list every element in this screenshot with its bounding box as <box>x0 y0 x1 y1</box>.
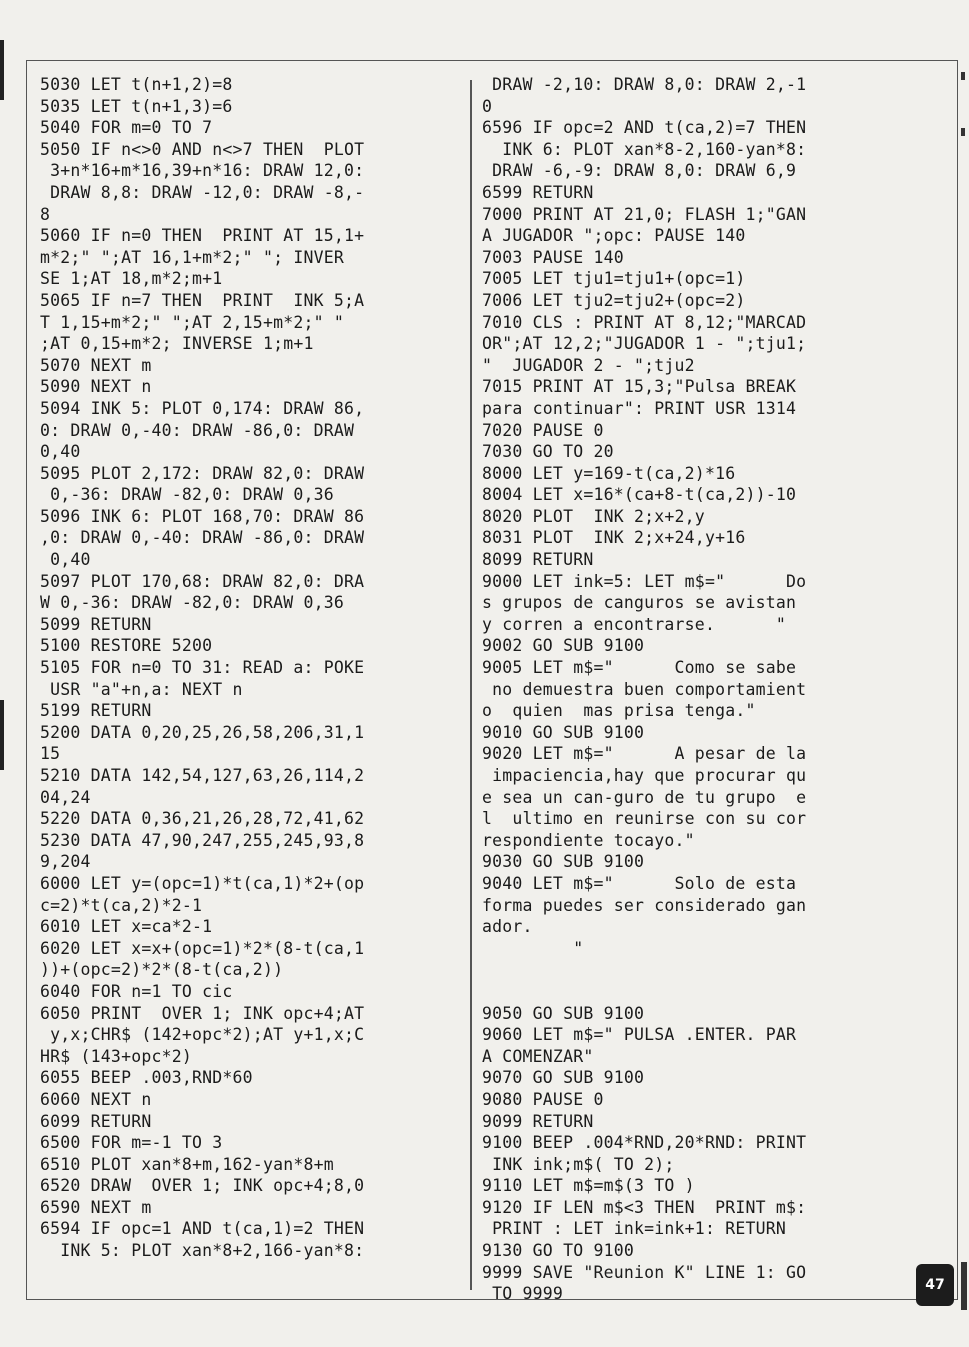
code-line: 6500 FOR m=-1 TO 3 <box>40 1133 223 1153</box>
code-line: ,0: DRAW 0,-40: DRAW -86,0: DRAW <box>40 528 365 548</box>
code-line <box>482 959 902 981</box>
code-line: PRINT : LET ink=ink+1: RETURN <box>482 1219 787 1239</box>
code-line: 6000 LET y=(opc=1)*t(ca,1)*2+(op <box>40 873 365 893</box>
code-line: 6055 BEEP .003,RND*60 <box>40 1068 253 1088</box>
code-line: " JUGADOR 2 - ";tju2 <box>482 355 695 375</box>
code-line: HR$ (143+opc*2) <box>40 1046 193 1066</box>
code-line: e sea un can-guro de tu grupo e <box>482 787 807 807</box>
code-line: 9005 LET m$=" Como se sabe <box>482 658 797 678</box>
code-line: 9100 BEEP .004*RND,20*RND: PRINT <box>482 1133 807 1153</box>
code-line: 0 <box>482 96 493 116</box>
code-line: 9080 PAUSE 0 <box>482 1089 604 1109</box>
code-line: 6599 RETURN <box>482 182 594 202</box>
code-line: ;AT 0,15+m*2; INVERSE 1;m+1 <box>40 334 314 354</box>
code-line: 6010 LET x=ca*2-1 <box>40 917 213 937</box>
code-line: " <box>482 938 584 958</box>
code-line: 5094 INK 5: PLOT 0,174: DRAW 86, <box>40 398 365 418</box>
code-line: 9050 GO SUB 9100 <box>482 1003 645 1023</box>
code-line: 5035 LET t(n+1,3)=6 <box>40 96 233 116</box>
code-line: y,x;CHR$ (142+opc*2);AT y+1,x;C <box>40 1025 365 1045</box>
code-line: 5230 DATA 47,90,247,255,245,93,8 <box>40 830 365 850</box>
code-line: 6596 IF opc=2 AND t(ca,2)=7 THEN <box>482 118 807 138</box>
code-line: 6050 PRINT OVER 1; INK opc+4;AT <box>40 1003 365 1023</box>
code-line: 9999 SAVE "Reunion K" LINE 1: GO <box>482 1262 807 1282</box>
code-line: 7030 GO TO 20 <box>482 442 614 462</box>
code-line: OR";AT 12,2;"JUGADOR 1 - ";tju1; <box>482 334 807 354</box>
code-line: 5199 RETURN <box>40 701 152 721</box>
code-line: 5097 PLOT 170,68: DRAW 82,0: DRA <box>40 571 365 591</box>
code-line: 5095 PLOT 2,172: DRAW 82,0: DRAW <box>40 463 365 483</box>
code-line: 15 <box>40 744 61 764</box>
page-number-badge: 47 <box>916 1264 954 1306</box>
code-line: 8 <box>40 204 51 224</box>
code-line: 7015 PRINT AT 15,3;"Pulsa BREAK <box>482 377 797 397</box>
code-line: 7005 LET tju1=tju1+(opc=1) <box>482 269 746 289</box>
code-line: 5065 IF n=7 THEN PRINT INK 5;A <box>40 290 365 310</box>
code-line: 8020 PLOT INK 2;x+2,y <box>482 506 705 526</box>
code-line: 9060 LET m$=" PULSA .ENTER. PAR <box>482 1025 797 1045</box>
code-line: 8031 PLOT INK 2;x+24,y+16 <box>482 528 746 548</box>
code-line: 5060 IF n=0 THEN PRINT AT 15,1+ <box>40 226 365 246</box>
code-line: 5210 DATA 142,54,127,63,26,114,2 <box>40 766 365 785</box>
code-line: 5040 FOR m=0 TO 7 <box>40 118 213 138</box>
code-line: 5200 DATA 0,20,25,26,58,206,31,1 <box>40 722 365 742</box>
code-line: 9130 GO TO 9100 <box>482 1241 635 1261</box>
code-line: 9070 GO SUB 9100 <box>482 1068 645 1088</box>
code-line: 0,40 <box>40 550 91 570</box>
code-column-right <box>482 74 902 1305</box>
code-line: 7006 LET tju2=tju2+(opc=2) <box>482 290 746 310</box>
code-line: y corren a encontrarse. " <box>482 614 787 634</box>
code-line: 5105 FOR n=0 TO 31: READ a: POKE <box>40 658 365 678</box>
code-line: 5050 IF n<>0 AND n<>7 THEN PLOT <box>40 139 365 159</box>
code-line: 9020 LET m$=" A pesar de la <box>482 744 807 764</box>
code-line: 5220 DATA 0,36,21,26,28,72,41,62 <box>40 809 365 829</box>
code-line: 9010 GO SUB 9100 <box>482 722 645 742</box>
code-line: 5099 RETURN <box>40 614 152 634</box>
code-line: DRAW -6,-9: DRAW 8,0: DRAW 6,9 <box>482 161 797 181</box>
code-line: no demuestra buen comportamient <box>482 679 807 699</box>
code-line: impaciencia,hay que procurar qu <box>482 766 807 785</box>
right-edge-strip <box>961 1262 967 1310</box>
left-edge-mark <box>0 700 4 770</box>
code-line: 5030 LET t(n+1,2)=8 <box>40 75 233 94</box>
column-divider <box>470 80 472 1290</box>
code-line: s grupos de canguros se avistan <box>482 593 797 613</box>
code-line: 7000 PRINT AT 21,0; FLASH 1;"GAN <box>482 204 807 224</box>
code-line: 0,-36: DRAW -82,0: DRAW 0,36 <box>40 485 334 505</box>
code-line: 5096 INK 6: PLOT 168,70: DRAW 86 <box>40 506 365 526</box>
code-column-left <box>40 74 460 1262</box>
code-line: INK 5: PLOT xan*8+2,166-yan*8: <box>40 1241 365 1261</box>
code-line: 5100 RESTORE 5200 <box>40 636 213 656</box>
code-line: 8099 RETURN <box>482 550 594 570</box>
code-line: 04,24 <box>40 787 91 807</box>
code-line: 0: DRAW 0,-40: DRAW -86,0: DRAW <box>40 420 355 440</box>
code-line: ador. <box>482 917 533 937</box>
code-line: 9110 LET m$=m$(3 TO ) <box>482 1176 695 1196</box>
code-line: 6520 DRAW OVER 1; INK opc+4;8,0 <box>40 1176 365 1196</box>
code-line: 8004 LET x=16*(ca+8-t(ca,2))-10 <box>482 485 797 505</box>
code-line: o quien mas prisa tenga." <box>482 701 756 721</box>
code-line: T 1,15+m*2;" ";AT 2,15+m*2;" " <box>40 312 345 332</box>
code-line: c=2)*t(ca,2)*2-1 <box>40 895 203 915</box>
code-line: 7010 CLS : PRINT AT 8,12;"MARCAD <box>482 312 807 332</box>
code-line: 5090 NEXT n <box>40 377 152 397</box>
code-line: l ultimo en reunirse con su cor <box>482 809 807 829</box>
code-line: 6040 FOR n=1 TO cic <box>40 981 233 1001</box>
code-line: SE 1;AT 18,m*2;m+1 <box>40 269 223 289</box>
code-line: USR "a"+n,a: NEXT n <box>40 679 243 699</box>
code-line: 6060 NEXT n <box>40 1089 152 1109</box>
code-line: respondiente tocayo." <box>482 830 695 850</box>
code-line: 5070 NEXT m <box>40 355 152 375</box>
code-line: A JUGADOR ";opc: PAUSE 140 <box>482 226 746 246</box>
code-line: para continuar": PRINT USR 1314 <box>482 398 797 418</box>
code-line: 6594 IF opc=1 AND t(ca,1)=2 THEN <box>40 1219 365 1239</box>
code-line: 9040 LET m$=" Solo de esta <box>482 873 797 893</box>
code-line: W 0,-36: DRAW -82,0: DRAW 0,36 <box>40 593 345 613</box>
code-line: DRAW -2,10: DRAW 8,0: DRAW 2,-1 <box>482 75 807 94</box>
code-line: A COMENZAR" <box>482 1046 594 1066</box>
code-line: 6020 LET x=x+(opc=1)*2*(8-t(ca,1 <box>40 938 365 958</box>
code-line: 9099 RETURN <box>482 1111 594 1131</box>
code-line: 7020 PAUSE 0 <box>482 420 604 440</box>
code-line: 7003 PAUSE 140 <box>482 247 624 267</box>
right-edge-mark <box>961 72 965 80</box>
left-edge-mark <box>0 40 4 100</box>
code-line: TO 9999 <box>482 1284 564 1304</box>
code-line: INK ink;m$( TO 2); <box>482 1154 675 1174</box>
code-line: INK 6: PLOT xan*8-2,160-yan*8: <box>482 139 807 159</box>
code-line: 9,204 <box>40 852 91 872</box>
code-line: 6099 RETURN <box>40 1111 152 1131</box>
code-line: forma puedes ser considerado gan <box>482 895 807 915</box>
code-line: DRAW 8,8: DRAW -12,0: DRAW -8,- <box>40 182 365 202</box>
code-line: m*2;" ";AT 16,1+m*2;" "; INVER <box>40 247 345 267</box>
code-line: ))+(opc=2)*2*(8-t(ca,2)) <box>40 960 284 980</box>
right-edge-mark <box>961 128 965 136</box>
code-line: 8000 LET y=169-t(ca,2)*16 <box>482 463 736 483</box>
code-line: 9000 LET ink=5: LET m$=" Do <box>482 571 807 591</box>
code-line: 9002 GO SUB 9100 <box>482 636 645 656</box>
code-line: 9120 IF LEN m$<3 THEN PRINT m$: <box>482 1197 807 1217</box>
code-line: 6510 PLOT xan*8+m,162-yan*8+m <box>40 1154 334 1174</box>
code-line: 3+n*16+m*16,39+n*16: DRAW 12,0: <box>40 161 365 181</box>
code-line: 9030 GO SUB 9100 <box>482 852 645 872</box>
code-line: 6590 NEXT m <box>40 1197 152 1217</box>
code-line <box>482 981 902 1003</box>
code-line: 0,40 <box>40 442 81 462</box>
